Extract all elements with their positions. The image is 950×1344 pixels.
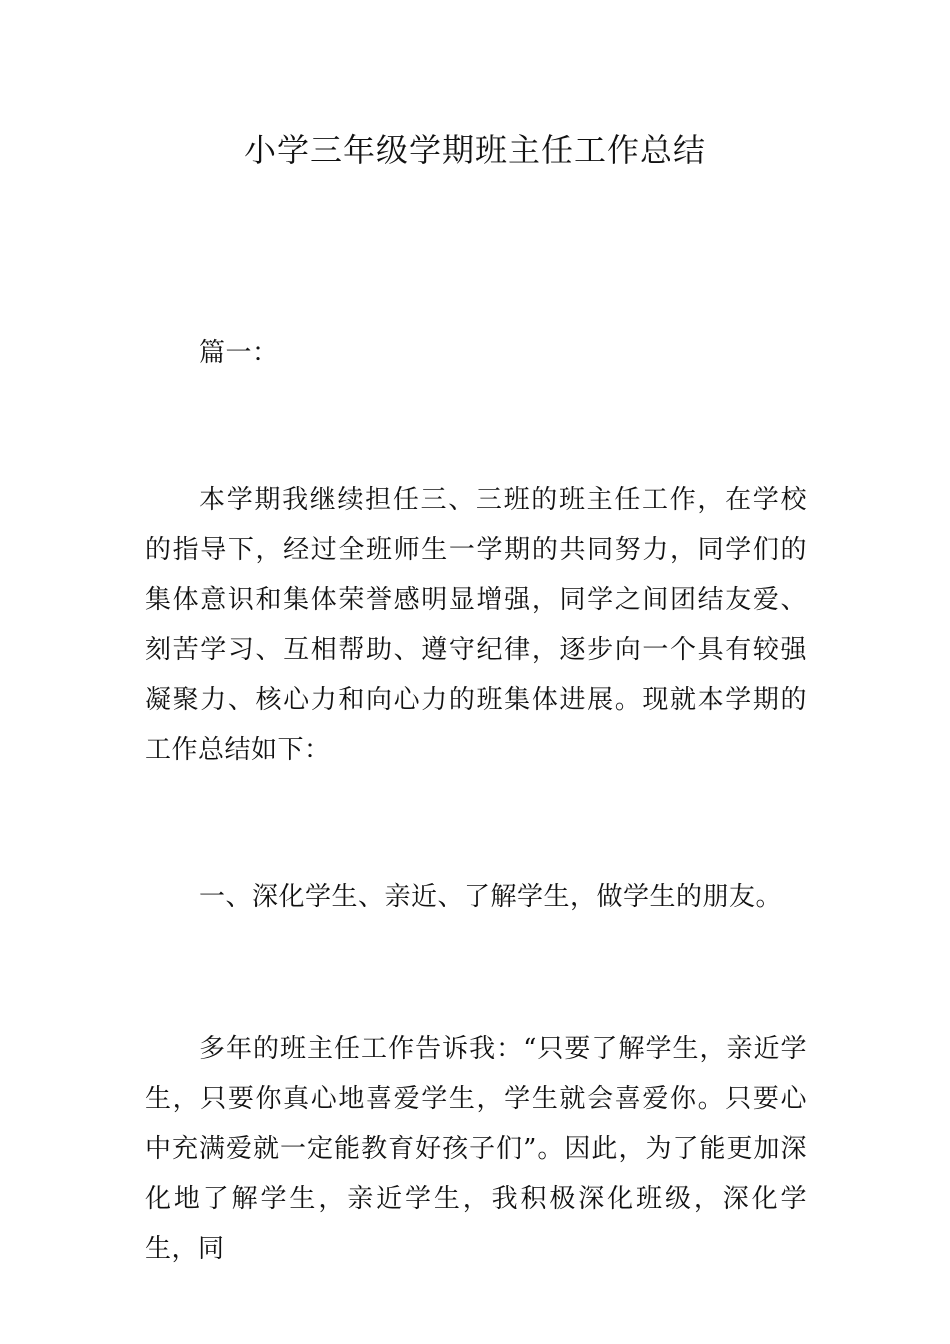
section-label: 篇一： bbox=[199, 338, 279, 368]
section-heading: 一、深化学生、亲近、了解学生，做学生的朋友。 bbox=[199, 882, 783, 912]
intro-paragraph: 本学期我继续担任三、三班的班主任工作，在学校的指导下，经过全班师生一学期的共同努力，同学们的集体意识和集体荣誉感明显增强，同学之间团结友爱、刻苦学习、互相帮助、遵守纪律，逐步向一个具有较强凝聚力、核心力和向心力的班集体进展。现就本学期的工作总结如下： bbox=[145, 485, 807, 765]
body-paragraph: 多年的班主任工作告诉我：“只要了解学生，亲近学生，只要你真心地喜爱学生，学生就会喜爱你。只要心中充满爱就一定能教育好孩子们”。因此，为了能更加深化地了解学生，亲近学生，我积极深化班级，深化学生，同 bbox=[145, 1034, 807, 1264]
document-title: 小学三年级学期班主任工作总结 bbox=[243, 131, 706, 169]
